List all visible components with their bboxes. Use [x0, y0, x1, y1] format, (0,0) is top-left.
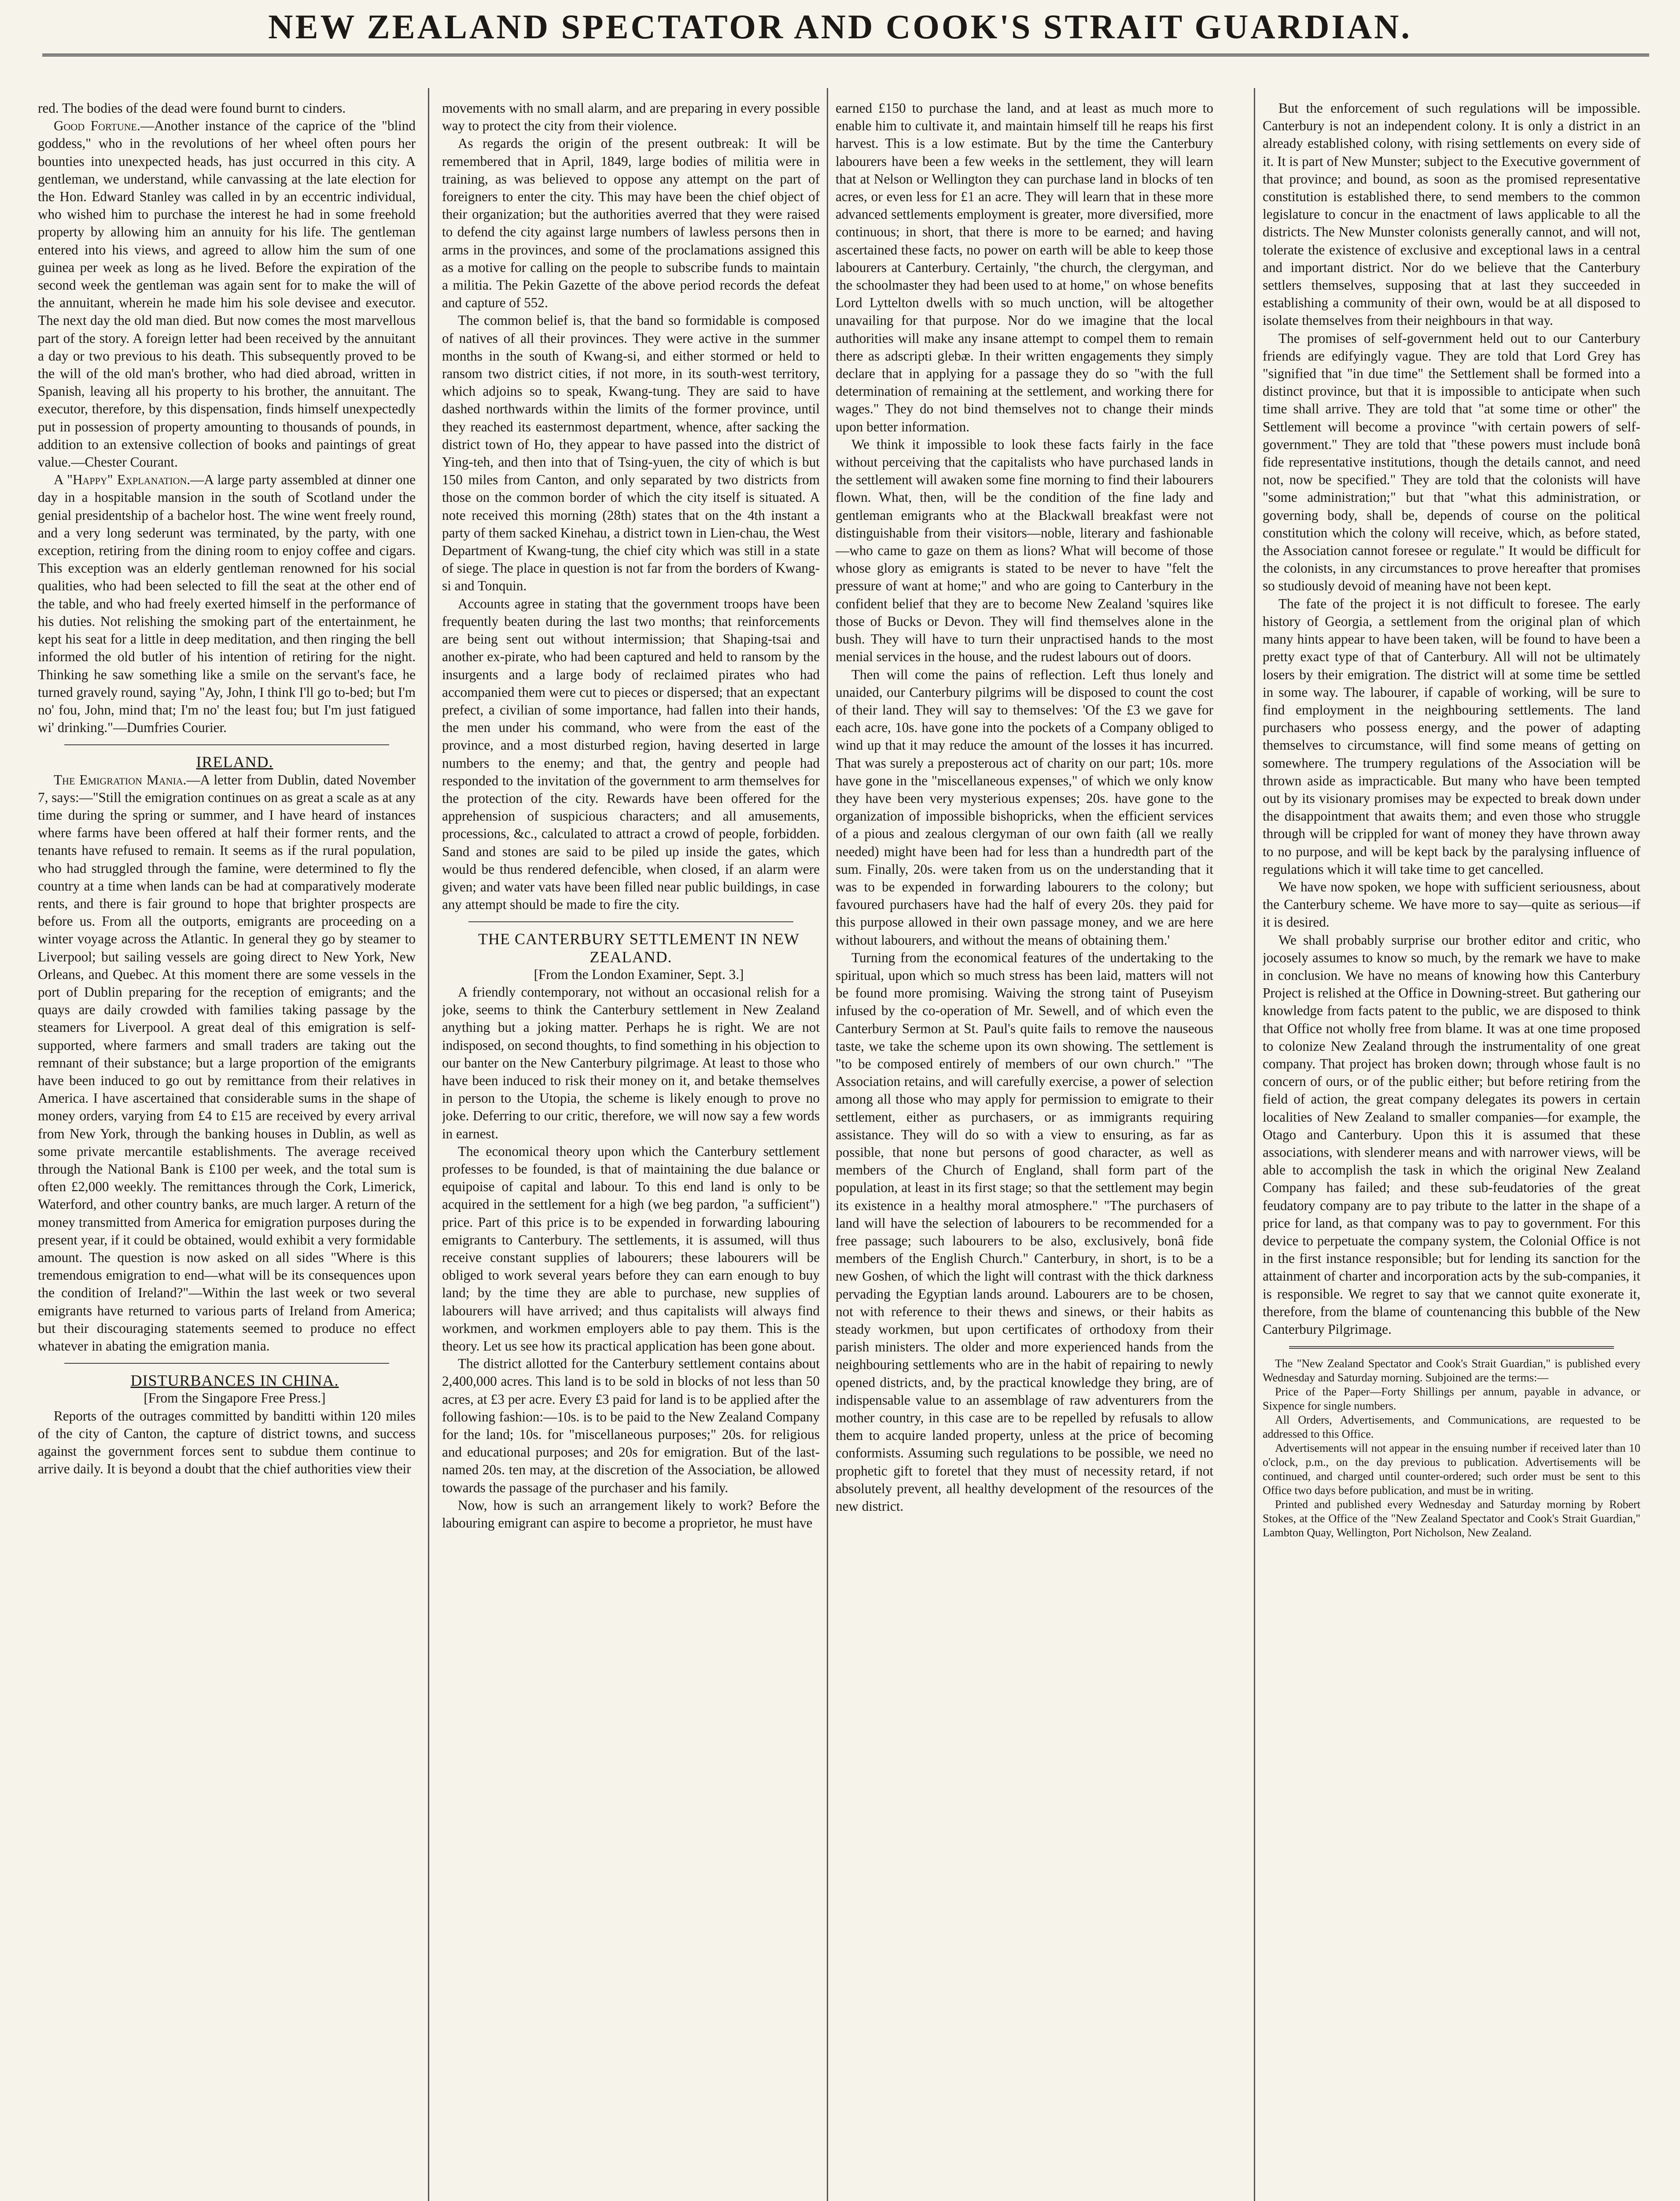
section-heading-ireland: IRELAND.: [196, 753, 273, 771]
article-paragraph: Then will come the pains of reflection. Left thus lonely and unaided, our Canterbury pilgrims will be disposed to count the cost of their land. They will say to themselves: 'Of the £3 we gave for each acre, 10s. have gone into the pockets of a Company obliged to wind up that it may reduce the amount of the losses it has incurred. That was surely a preposterous act of charity on our part; 10s. more have gone in the "miscellaneous expenses," of which we only know they have been very mysterious expenses; 20s. have gone to the organization of impossible bishopricks, when the efficient services of a pious and zealous clergyman of our own faith (all we really needed) might have been had for less than a hundredth part of the sum. Finally, 20s. were taken from us on the understanding that it was to be expended in forwarding labourers to the colony; but favoured purchasers have had the half of every 20s. they paid for this purpose allowed in their own passage money, and we are here without labourers, and without the means of obtaining them.': [836, 666, 1213, 948]
colophon-line: All Orders, Advertisements, and Communications, are requested to be addressed to this Office.: [1263, 1413, 1640, 1441]
column-4: [1263, 99, 1640, 2201]
column-1: [38, 99, 416, 2201]
colophon-rule: [1289, 1346, 1614, 1349]
colophon-line: Printed and published every Wednesday and Saturday morning by Robert Stokes, at the Office of the "New Zealand Spectator and Cook's Strait Guardian," Lambton Quay, Wellington, Port Nicholson, New Zealand.: [1263, 1498, 1640, 1539]
article-source: [From the Singapore Free Press.]: [144, 1390, 326, 1406]
article-paragraph: But the enforcement of such regulations will be impossible. Canterbury is not an independent colony. It is only a district in an already established colony, with rising settlements on every side of it. It is part of New Munster; subject to the Executive government of that province; and bound, as soon as the promised representative constitution is established there, to send members to the common legislature to concur in the enactment of laws applicable to all the districts. The New Munster colonists generally cannot, and will not, tolerate the existence of exclusive and exceptional laws in a central and important district. Nor do we believe that the Canterbury settlers themselves, supposing that at last they succeeded in establishing a community of their own, would be at all disposed to isolate themselves from their neighbours in that way.: [1263, 100, 1640, 328]
article-paragraph: A friendly contemporary, not without an occasional relish for a joke, seems to think the Canterbury settlement in New Zealand anything but a joking matter. Perhaps he is right. We are not indisposed, on second thoughts, to find something in his objection to our banter on the New Canterbury pilgrimage. At least to those who have been induced to risk their money on it, and betake themselves in person to the Utopia, the scheme is likely enough to prove no joke. Deferring to our critic, therefore, we will now say a few words in earnest.: [442, 984, 820, 1141]
article-paragraph: As regards the origin of the present outbreak: It will be remembered that in April, 1849, large bodies of militia were in training, as was believed to oppose any attempt on the part of foreigners to enter the city. This may have been the chief object of their organization; but the authorities averred that they were raised to defend the city against large numbers of lawless persons then in arms in the provinces, and some of the proclamations assigned this as a motive for calling on the people to subscribe funds to maintain a militia. The Pekin Gazette of the above period records the defeat and capture of 552.: [442, 136, 820, 311]
section-rule: [64, 744, 389, 745]
column-3: [836, 99, 1213, 2201]
article-lead: Good Fortune.: [54, 118, 140, 134]
article-paragraph: [38, 117, 416, 471]
article-paragraph: We have now spoken, we hope with sufficient seriousness, about the Canterbury scheme. We have more to say—quite as serious—if it is desired.: [1263, 879, 1640, 930]
column-divider: [1254, 88, 1255, 2201]
article-paragraph: The promises of self-government held out to our Canterbury friends are edifyingly vague. They are told that Lord Grey has "signified that "in due time" the Settlement shall be formed into a distinct province, but that it is impossible to anticipate when such time shall arrive. They are told that "at some time or other" the Settlement will become a province "with certain powers of self-government." They are told that "these powers must include bonâ fide representative institutions, though the details cannot, and need not, now be specified." They are told that the colonists will have "some administration;" but that "what this administration, or governing body, shall be, depends of course on the political constitution which the colony will receive, which, as before stated, the Association cannot foresee or regulate." It would be difficult for the colonists, in any circumstances to prove hereafter that promises so studiously devoid of meaning have not been kept.: [1263, 330, 1640, 594]
article-text: —A letter from Dublin, dated November 7, says:—"Still the emigration continues on as great a scale as at any time during the spring or summer, and I have heard of instances where farms have been offered at half their former rents, and the tenants have refused to remain. It seems as if the rural population, who had struggled through the famine, were determined to fly the country at a time when lands can be had at comparatively moderate rents, and there is fair ground to hope that brighter prospects are before us. From all the outports, emigrants are proceeding on a winter voyage across the Atlantic. In general they go by steamer to Liverpool; but sailing vessels are going direct to New York, New Orleans, and Quebec. At this moment there are some vessels in the port of Dublin preparing for the reception of emigrants; and the quays are daily crowded with families taking passage by the steamers for Liverpool. A great deal of this emigration is self-supported, where farmers and small traders are taking out the remnant of their substance; but a large proportion of the emigrants have been induced to go out by remittance from their relatives in America. I have ascertained that considerable sums in the shape of money orders, varying from £4 to £15 are received by every arrival from New York, through the banking houses in Dublin, as well as some private mercantile establishments. The average received through the National Bank is £100 per week, and the total sum is often £2,000 weekly. The remittances through the Cork, Limerick, Waterford, and other country banks, are much larger. A return of the money transmitted from America for emigration purposes during the present year, if it could be obtained, would exhibit a very formidable amount. The question is now asked on all sides "Where is this tremendous emigration to end—what will be its consequences upon the condition of Ireland?"—Within the last week or two several emigrants have returned to various parts of Ireland from America; but their discouraging statements seemed to produce no effect whatever in abating the emigration mania.: [38, 772, 416, 1354]
article-paragraph: red. The bodies of the dead were found burnt to cinders.: [38, 100, 346, 116]
article-paragraph: Accounts agree in stating that the government troops have been frequently beaten during the last two months; that reinforcements are being sent out without intermission; that Shaping-tsai and another ex-pirate, who had been captured and held to ransom by the insurgents and a large body of reclaimed pirates who had accompanied them were cut to pieces or dispersed; that an expectant prefect, a civilian of some importance, had fallen into their hands, the men under his command, who were from the east of the province, and a most disturbed region, having deserted in large numbers to the enemy; and that, the gentry and people had responded to the invitation of the government to arm themselves for the protection of the city. Rewards have been offered for the apprehension of suspicious characters; and all amusements, processions, &c., calculated to attract a crowd of people, forbidden. Sand and stones are said to be piled up inside the gates, which would be thus rendered defencible, when closed, if an alarm were given; and water vats have been filled near public buildings, in case any attempt should be made to fire the city.: [442, 596, 820, 913]
article-paragraph: The common belief is, that the band so formidable is composed of natives of all their provinces. They were active in the summer months in the south of Kwang-si, and either stormed or held to ransom two district cities, if not more, in its south-west territory, which adjoins so to speak, Kwang-tung. They are said to have dashed northwards within the limits of the former province, until they reached its easternmost department, whence, after sacking the district town of Ho, they appear to have passed into the district of Ying-teh, and then into that of Tsing-yuen, the city of which is but 150 miles from Canton, and only separated by two districts from those on the common border of which the city itself is situated. A note received this morning (28th) states that on the 4th instant a party of them sacked Kinehau, a district town in Lien-chau, the West Department of Kwang-tung, the chief city which was still in a state of siege. The place in question is not far from the borders of Kwang-si and Tonquin.: [442, 313, 820, 594]
article-lead: A "Happy" Explanation.: [54, 472, 191, 488]
article-paragraph: We think it impossible to look these facts fairly in the face without perceiving that the capitalists who have purchased lands in the settlement will awaken some fine morning to find their labourers flown. What, then, will be the condition of the fine lady and gentleman emigrants who at the Blackwall breakfast were not distinguishable from their visitors—noble, literary and fashionable—who came to gaze on them as lions? What will become of those whose glory as emigrants is stated to be never to have "felt the pressure of want at home;" and who are going to Canterbury in the confident belief that they are to become New Zealand 'squires like those of Bucks or Devon. They will find themselves alone in the bush. They will have to turn their unpractised hands to the most menial services in the house, and the rudest labours out of doors.: [836, 436, 1213, 665]
colophon-line: The "New Zealand Spectator and Cook's Strait Guardian," is published every Wednesday and Saturday morning. Subjoined are the terms:—: [1263, 1357, 1640, 1384]
article-paragraph: We shall probably surprise our brother editor and critic, who jocosely assumes to know so much, by the remark we have to make in conclusion. We have no means of knowing how this Canterbury Project is relished at the Office in Downing-street. But gathering our knowledge from facts patent to the public, we are disposed to think that Office not wholly free from blame. It was at one time proposed to colonize New Zealand through the instrumentality of one great company. That project has broken down; through whose fault is no concern of ours, or of the public either; but before retiring from the field of action, the great company delegates its powers in certain localities of New Zealand to smaller companies—for example, the Otago and Canterbury. Upon this it is assumed that these associations, with slenderer means and with narrower views, will be able to accomplish the task in which the original New Zealand Company has failed; and these sub-feudatories of the great feudatory company are to pay tribute to the latter in the shape of a price for land, as that company was to pay to government. For this device to perpetuate the company system, the Colonial Office is not in the first instance responsible; but for lending its sanction for the attainment of charter and incorporation acts by the sub-companies, it is responsible. We regret to say that we cannot quite exonerate it, therefore, from the blame of countenancing this bubble of the New Canterbury Pilgrimage.: [1263, 932, 1640, 1337]
article-paragraph: The fate of the project it is not difficult to foresee. The early history of Georgia, a settlement from the original plan of which many hints appear to have been taken, will be found to have been a pretty exact type of that of Canterbury. All will not be ultimately losers by their emigration. The district will at some time be settled in some way. The labourer, if capable of working, will be sure to find employment in the neighbouring settlements. The land purchasers who possess energy, and the power of adapting themselves to circumstance, will find some means of getting on somewhere. The trumpery regulations of the Association will be thrown aside as impracticable. But many who have been tempted out by its visionary promises may be expected to break down under the disappointment that awaits them; and even those who struggle through will be crippled for want of money they have thrown away to no purpose, and will be kept back by the paralysing influence of regulations which it will take time to get cancelled.: [1263, 596, 1640, 877]
section-rule: [64, 1363, 389, 1364]
article-paragraph: Turning from the economical features of the undertaking to the spiritual, upon which so much stress has been laid, matters will not be found more promising. Waiving the strong taint of Puseyism infused by the co-operation of Mr. Sewell, and of which even the Canterbury Sermon at St. Paul's quite fails to remove the nauseous taste, we take the scheme upon its own showing. The settlement is "to be composed entirely of members of our own church." "The Association retains, and will carefully exercise, a power of selection among all those who may apply for permission to emigrate to their settlement, either as purchasers, or as immigrants requiring assistance. They will do so with a view to ensuring, as far as possible, that none but persons of good character, as well as members of the Church of England, shall form part of the population, at least in its first stage; so that the settlement may begin its existence in a healthy moral atmosphere." "The purchasers of land will have the selection of labourers to be recommended for a free passage; such labourers to be also, exclusively, bonâ fide members of the English Church." Canterbury, in short, is to be a new Goshen, of which the light will contrast with the thick darkness pervading the Egyptian lands around. Labourers are to be chosen, not with reference to their thews and sinews, or their habits as steady workmen, but upon certificates of orthodoxy from their parish ministers. The older and more experienced hands from the neighbouring settlements who are in the habit of repairing to newly opened districts, and, by the practical knowledge they bring, are of indispensable value to an assemblage of raw adventurers from the mother country, in this case are to be repelled by refusals to allow them to acquire landed property, unless at the price of becoming conformists. Assuming such regulations to be possible, we need no prophetic gift to foretel that they must of necessity retard, if not absolutely prevent, all healthy development of the resources of the new district.: [836, 950, 1213, 1514]
article-paragraph: The district allotted for the Canterbury settlement contains about 2,400,000 acres. This land is to be sold in blocks of not less than 50 acres, at £3 per acre. Every £3 paid for land is to be applied after the following fashion:—10s. is to be paid to the New Zealand Company for the land; 10s. for "miscellaneous purposes;" 20s. for religious and educational purposes; and 20s for emigration. But of the last-named 20s. ten may, at the discretion of the Association, be allowed towards the passage of the purchaser and his family.: [442, 1356, 820, 1495]
colophon: [1263, 1357, 1640, 1540]
masthead-title: NEW ZEALAND SPECTATOR AND COOK'S STRAIT GUARDIAN.: [268, 7, 1412, 46]
article-paragraph: earned £150 to purchase the land, and at least as much more to enable him to cultivate it, and maintain himself till he reaps his first harvest. This is a low estimate. But by the time the Canterbury labourers have been a few weeks in the settlement, they will learn that at Nelson or Wellington they can purchase land in blocks of ten acres, or even less for £1 an acre. They will learn that in these more advanced settlements employment is greater, more diversified, more continuous; in short, that there is more to be earned; and having ascertained these facts, no power on earth will be able to keep those labourers at Canterbury. Certainly, "the church, the clergyman, and the schoolmaster they had been used to at home," on whose benefits Lord Lyttelton dwells with so much unction, will be altogether unavailing for that purpose. Nor do we imagine that the local authorities will make any insane attempt to compel them to remain there as adscripti glebæ. In their written engagements they simply declare that in applying for a passage they do so "with the full determination of remaining at the settlement, and working there for wages." They do not bind themselves not to change their minds upon better information.: [836, 100, 1213, 434]
column-divider: [428, 88, 429, 2201]
masthead-rule: [42, 54, 1649, 56]
article-text: —A large party assembled at dinner one day in a hospitable mansion in the south of Scotland under the genial presidentship of a bachelor host. The wine went freely round, and a very long sederunt was terminated, by the party, with one exception, retiring from the dining room to enjoy coffee and cigars. This exception was an elderly gentleman renowned for his social qualities, who had been selected to fill the seat at the other end of the table, and who had freely exerted himself in the performance of his duties. Not relishing the smoking part of the entertainment, he kept his seat for a little in deep meditation, and then ringing the bell informed the old butler of his intention of retiring for the night. Thinking he saw something like a smile on the servant's face, he turned gravely round, saying "Ay, John, I think I'll go to-bed; but I'm no' fou, John, mind that; I'm no' the least fou; but I'm just fatigued wi' drinking."—Dumfries Courier.: [38, 472, 416, 736]
masthead: [0, 0, 1680, 52]
article-paragraph: Now, how is such an arrangement likely to work? Before the labouring emigrant can aspire to become a proprietor, he must have: [442, 1497, 820, 1531]
article-paragraph: The economical theory upon which the Canterbury settlement professes to be founded, is that of maintaining the due balance or equipoise of capital and labour. To this end land is only to be acquired in the settlement for a high (we beg pardon, "a sufficient") price. Part of this price is to be expended in forwarding labouring emigrants to Canterbury. The settlements, it is assumed, will thus receive constant supplies of labourers; these labourers will be obliged to work several years before they can earn enough to buy land; by the time they are able to purchase, new supplies of labourers will have arrived; and thus capitalists will always find workmen, and workmen employers able to pay them. This is the theory. Let us see how its practical application has been gone about.: [442, 1143, 820, 1354]
article-paragraph: [38, 771, 416, 1355]
colophon-line: Advertisements will not appear in the ensuing number if received later than 10 o'clock, p.m., on the day previous to publication. Advertisements will be continued, and charged until counter-ordered; such order must be sent to this Office two days before publication, and must be in writing.: [1263, 1442, 1640, 1497]
section-heading-china: DISTURBANCES IN CHINA.: [130, 1372, 339, 1390]
colophon-line: Price of the Paper—Forty Shillings per annum, payable in advance, or Sixpence for single numbers.: [1263, 1385, 1640, 1413]
article-paragraph: Reports of the outrages committed by banditti within 120 miles of the city of Canton, the capture of district towns, and success against the government forces sent to subdue them continue to arrive daily. It is beyond a doubt that the chief authorities view their: [38, 1408, 416, 1477]
column-divider: [827, 88, 828, 2201]
article-text: —Another instance of the caprice of the "blind goddess," who in the revolutions of her wheel often pours her bounties into unexpected heads, has just occurred in this city. A gentleman, we understand, while canvassing at the late election for the Hon. Edward Stanley was called in by an eccentric individual, who wished him to purchase the interest he had in some freehold property by allowing him an annuity for his life. The gentleman entered into his views, and agreed to allow him the sum of one guinea per week as long as he lived. Before the expiration of the second week the gentleman was again sent for to make the will of the annuitant, wherein he made him his sole devisee and executor. The next day the old man died. But now comes the most marvellous part of the story. A foreign letter had been received by the annuitant a day or two previous to his death. This subsequently proved to be the will of the old man's brother, who had died abroad, written in Spanish, leaving all his property to his brother, the annuitant. The executor, therefore, by this dispensation, finds himself unexpectedly put in possession of property amounting to thousands of pounds, in addition to an extensive collection of books and paintings of great value.—Chester Courant.: [38, 118, 416, 470]
column-2: [442, 99, 820, 2201]
section-rule: [468, 921, 793, 922]
section-heading-canterbury: THE CANTERBURY SETTLEMENT IN NEW ZEALAND.: [478, 930, 799, 966]
article-lead: The Emigration Mania.: [54, 772, 187, 788]
article-source: [From the London Examiner, Sept. 3.]: [534, 966, 744, 982]
article-paragraph: movements with no small alarm, and are preparing in every possible way to protect the city from their violence.: [442, 100, 820, 134]
article-paragraph: [38, 471, 416, 736]
